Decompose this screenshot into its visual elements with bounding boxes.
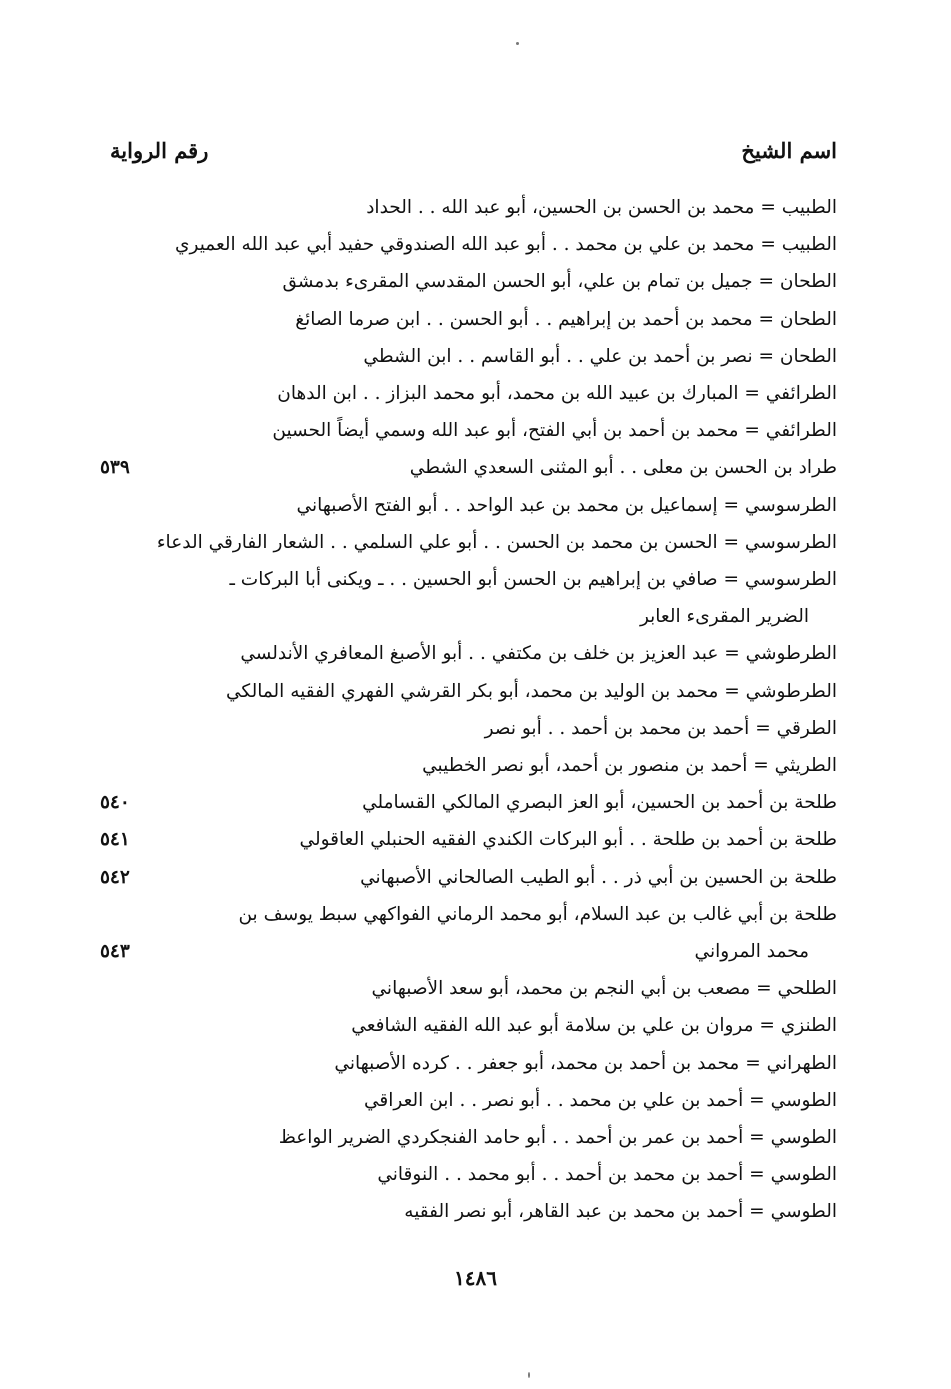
entry-text: الطرائفي = المبارك بن عبيد الله بن محمد، أبو محمد البزاز . . ابن الدهان: [277, 383, 837, 404]
entry-line: [100, 189, 837, 227]
entry-line: [100, 561, 837, 599]
entry-text: الطبيب = محمد بن علي بن محمد . . أبو عبد الله الصندوقي حفيد أبي عبد الله العميري: [175, 234, 837, 255]
entry-line: [100, 896, 837, 934]
entry-line: [100, 1119, 837, 1157]
entry-line: [100, 338, 837, 376]
entry-line: [100, 226, 837, 264]
paper-speck: [516, 42, 519, 45]
entry-line: [100, 412, 837, 450]
entry-text: الطوسي = أحمد بن محمد بن عبد القاهر، أبو نصر الفقيه: [404, 1201, 837, 1222]
entry-text: الطرقي = أحمد بن محمد بن أحمد . . أبو نصر: [484, 718, 837, 739]
entry-text: الطحان = جميل بن تمام بن علي، أبو الحسن المقدسي المقرىء بدمشق: [282, 271, 837, 292]
entry-line: [100, 1007, 837, 1045]
entry-line: [100, 487, 837, 525]
entry-text: الطهراني = محمد بن أحمد بن محمد، أبو جعفر . . كرده الأصبهاني: [334, 1053, 837, 1074]
entry-line: [100, 449, 837, 487]
column-header-narration-number: رقم الرواية: [110, 138, 209, 163]
entry-text: طلحة بن أحمد بن الحسين، أبو العز البصري المالكي القساملي: [362, 792, 837, 813]
entry-text: الطرطوشي = محمد بن الوليد بن محمد، أبو بكر القرشي الفهري الفقيه المالكي: [225, 681, 837, 702]
entry-line: [100, 1082, 837, 1120]
entry-text: محمد المرواني: [694, 941, 809, 962]
narration-number: ٥٤١: [100, 829, 130, 850]
entry-text: الطنزي = مروان بن علي بن سلامة أبو عبد الله الفقيه الشافعي: [351, 1015, 837, 1036]
entry-line: [100, 263, 837, 301]
narration-number: ٥٤٢: [100, 867, 130, 888]
entry-line: [100, 635, 837, 673]
entry-line: [100, 1193, 837, 1231]
entry-text: طراد بن الحسن بن معلى . . أبو المثنى السعدي الشطي: [409, 457, 837, 478]
entry-text: الطرطوشي = عبد العزيز بن خلف بن مكتفي . . أبو الأصبغ المعافري الأندلسي: [240, 643, 837, 664]
entry-text: الطرائفي = محمد بن أحمد بن أبي الفتح، أبو عبد الله وسمي أيضاً الحسين: [272, 420, 837, 441]
entry-text: الطبيب = محمد بن الحسن بن الحسين، أبو عبد الله . . الحداد: [366, 197, 837, 218]
narration-number: ٥٤٠: [100, 792, 130, 813]
narration-number: ٥٣٩: [100, 457, 130, 478]
entry-line: [100, 375, 837, 413]
page-number: ١٤٨٦: [454, 1266, 497, 1290]
entry-text: الطريثي = أحمد بن منصور بن أحمد، أبو نصر الخطيبي: [422, 755, 837, 776]
entry-text: الطرسوسي = صافي بن إبراهيم بن الحسن أبو الحسين . . ـ ويكنى أبا البركات ـ: [229, 569, 837, 590]
entry-text: طلحة بن أبي غالب بن عبد السلام، أبو محمد الرماني الفواكهي سبط يوسف بن: [238, 904, 837, 925]
column-header-sheikh-name: اسم الشيخ: [741, 138, 837, 163]
entry-text: الطرسوسي = الحسن بن محمد بن الحسن . . أبو علي السلمي . . الشعار الفارقي الدعاء: [156, 532, 837, 553]
entry-line: [100, 859, 837, 897]
entry-text: طلحة بن الحسين بن أبي ذر . . أبو الطيب الصالحاني الأصبهاني: [360, 867, 837, 888]
entry-text: الطوسي = أحمد بن عمر بن أحمد . . أبو حامد الفنجكردي الضرير الواعظ: [278, 1127, 837, 1148]
entry-text: طلحة بن أحمد بن طلحة . . أبو البركات الكندي الفقيه الحنبلي العاقولي: [299, 829, 837, 850]
entry-continuation-line: [100, 933, 837, 971]
entry-line: [100, 710, 837, 748]
entry-line: [100, 747, 837, 785]
paper-speck: [528, 1372, 530, 1378]
entry-text: الطوسي = أحمد بن علي بن محمد . . أبو نصر . . ابن العراقي: [364, 1090, 837, 1111]
entry-line: [100, 784, 837, 822]
entry-continuation-line: [100, 598, 837, 636]
entry-line: [100, 1045, 837, 1083]
narration-number: ٥٤٣: [100, 941, 130, 962]
entry-text: الطحان = نصر بن أحمد بن علي . . أبو القاسم . . ابن الشطي: [363, 346, 837, 367]
entry-text: الطحان = محمد بن أحمد بن إبراهيم . . أبو الحسن . . ابن صرما الصائغ: [295, 309, 837, 330]
entry-text: الطرسوسي = إسماعيل بن محمد بن عبد الواحد . . أبو الفتح الأصبهاني: [296, 495, 837, 516]
entry-line: [100, 673, 837, 711]
entry-line: [100, 970, 837, 1008]
entry-text: الطلحي = مصعب بن أبي النجم بن محمد، أبو سعد الأصبهاني: [371, 978, 837, 999]
entry-text: الضرير المقرىء العابر: [639, 606, 809, 627]
entry-line: [100, 301, 837, 339]
entry-line: [100, 1156, 837, 1194]
entry-text: الطوسي = أحمد بن محمد بن أحمد . . أبو محمد . . النوقاني: [377, 1164, 837, 1185]
entry-line: [100, 524, 837, 562]
entry-line: [100, 821, 837, 859]
